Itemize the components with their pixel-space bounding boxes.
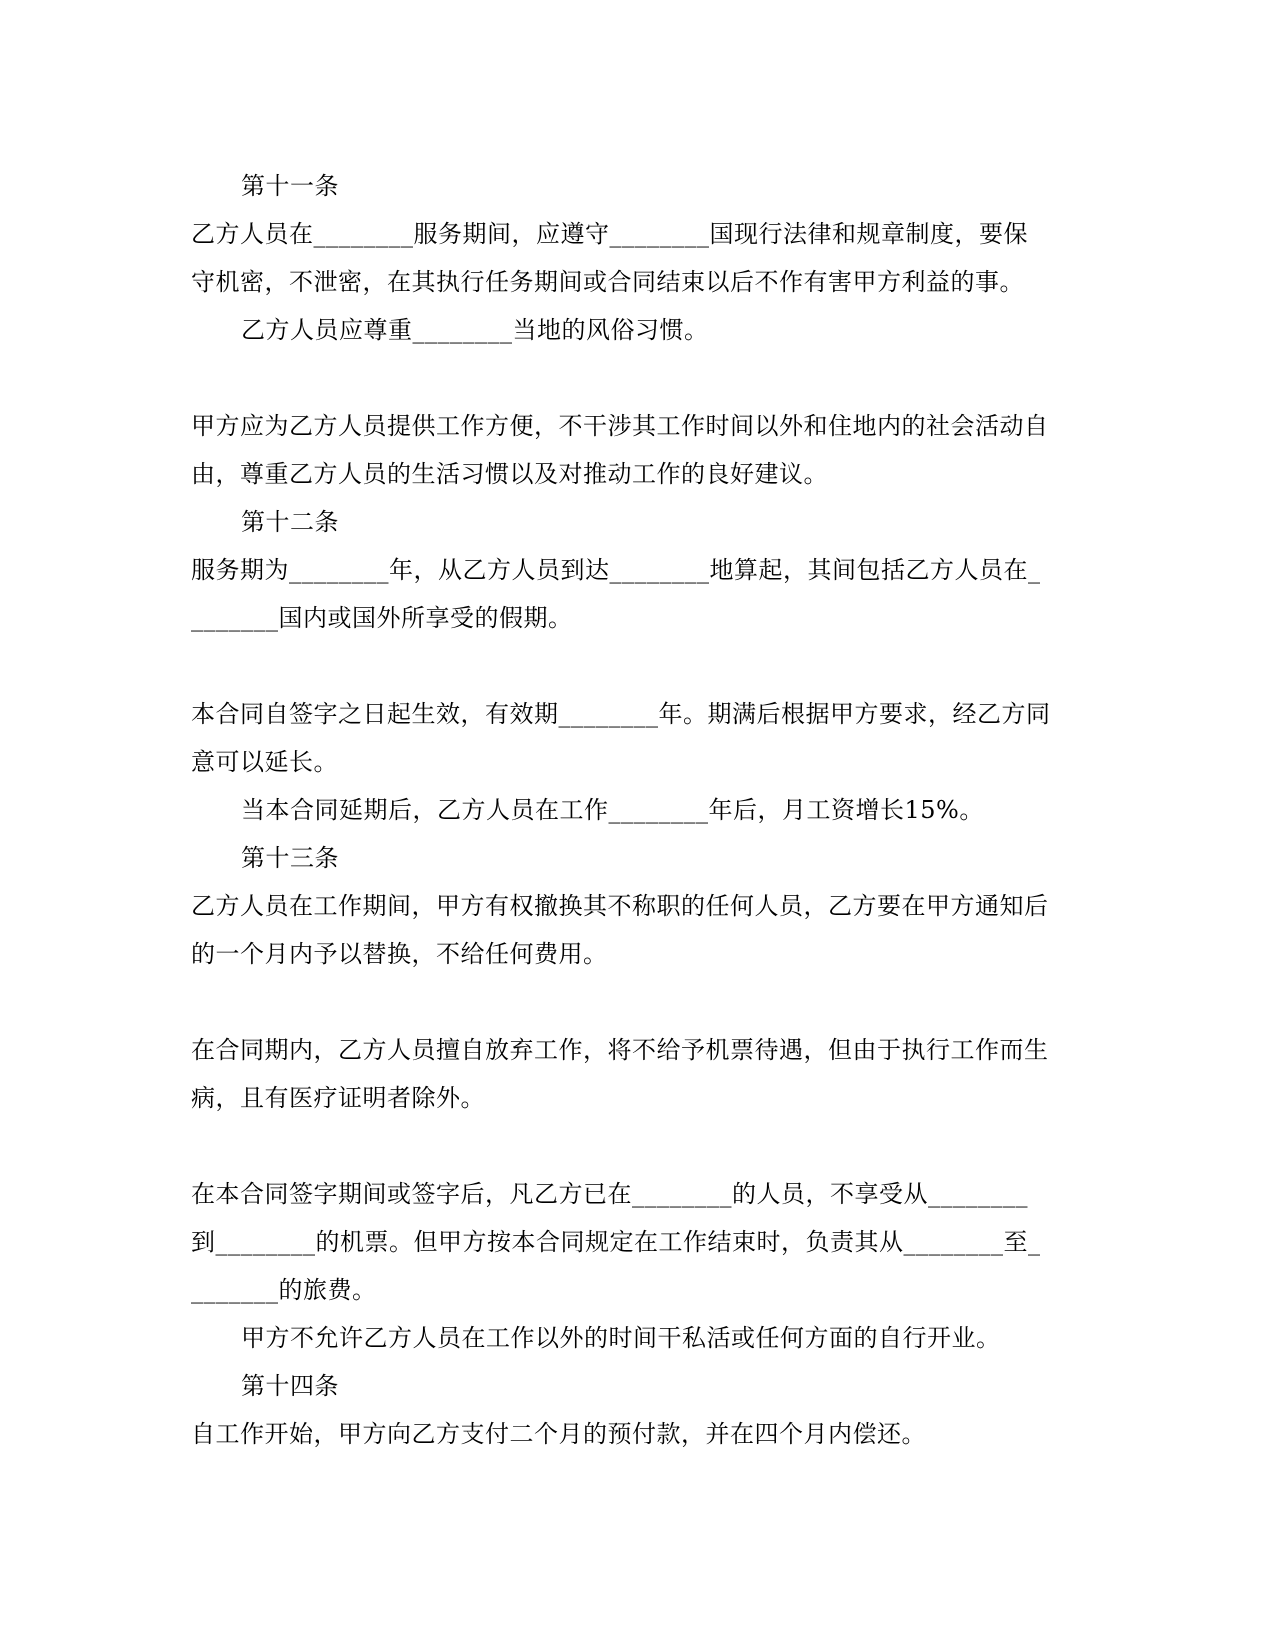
paragraph-gap	[191, 354, 1081, 402]
article-13-heading: 第十三条	[241, 844, 339, 872]
paragraph-line: 甲方应为乙方人员提供工作方便，不干涉其工作时间以外和住地内的社会活动自	[191, 412, 1049, 440]
paragraph-gap	[191, 642, 1081, 690]
paragraph-line: 意可以延长。	[191, 748, 338, 776]
document-body	[191, 162, 1081, 1458]
paragraph-line: 病，且有医疗证明者除外。	[191, 1084, 485, 1112]
paragraph-line: 到________的机票。但甲方按本合同规定在工作结束时，负责其从________至_	[191, 1228, 1041, 1256]
paragraph-line: 当本合同延期后，乙方人员在工作________年后，月工资增长15%。	[241, 796, 984, 824]
paragraph-line: 乙方人员在________服务期间，应遵守________国现行法律和规章制度，要保	[191, 220, 1028, 248]
paragraph-line: 守机密，不泄密，在其执行任务期间或合同结束以后不作有害甲方利益的事。	[191, 268, 1024, 296]
paragraph-line: 在本合同签字期间或签字后，凡乙方已在________的人员，不享受从________	[191, 1180, 1028, 1208]
paragraph-line: 服务期为________年，从乙方人员到达________地算起，其间包括乙方人员在_	[191, 556, 1041, 584]
paragraph-line: _______国内或国外所享受的假期。	[191, 604, 573, 632]
paragraph-line: 的一个月内予以替换，不给任何费用。	[191, 940, 608, 968]
paragraph-line: 自工作开始，甲方向乙方支付二个月的预付款，并在四个月内偿还。	[191, 1420, 926, 1448]
article-14-heading: 第十四条	[241, 1372, 339, 1400]
paragraph-line: 本合同自签字之日起生效，有效期________年。期满后根据甲方要求，经乙方同	[191, 700, 1051, 728]
paragraph-line: 乙方人员应尊重________当地的风俗习惯。	[241, 316, 709, 344]
paragraph-line: 乙方人员在工作期间，甲方有权撤换其不称职的任何人员，乙方要在甲方通知后	[191, 892, 1049, 920]
article-12-heading: 第十二条	[241, 508, 339, 536]
paragraph-line: _______的旅费。	[191, 1276, 377, 1304]
paragraph-line: 由，尊重乙方人员的生活习惯以及对推动工作的良好建议。	[191, 460, 828, 488]
paragraph-gap	[191, 1122, 1081, 1170]
article-11-heading: 第十一条	[241, 172, 339, 200]
paragraph-line: 在合同期内，乙方人员擅自放弃工作，将不给予机票待遇，但由于执行工作而生	[191, 1036, 1049, 1064]
paragraph-gap	[191, 978, 1081, 1026]
paragraph-line: 甲方不允许乙方人员在工作以外的时间干私活或任何方面的自行开业。	[241, 1324, 1001, 1352]
